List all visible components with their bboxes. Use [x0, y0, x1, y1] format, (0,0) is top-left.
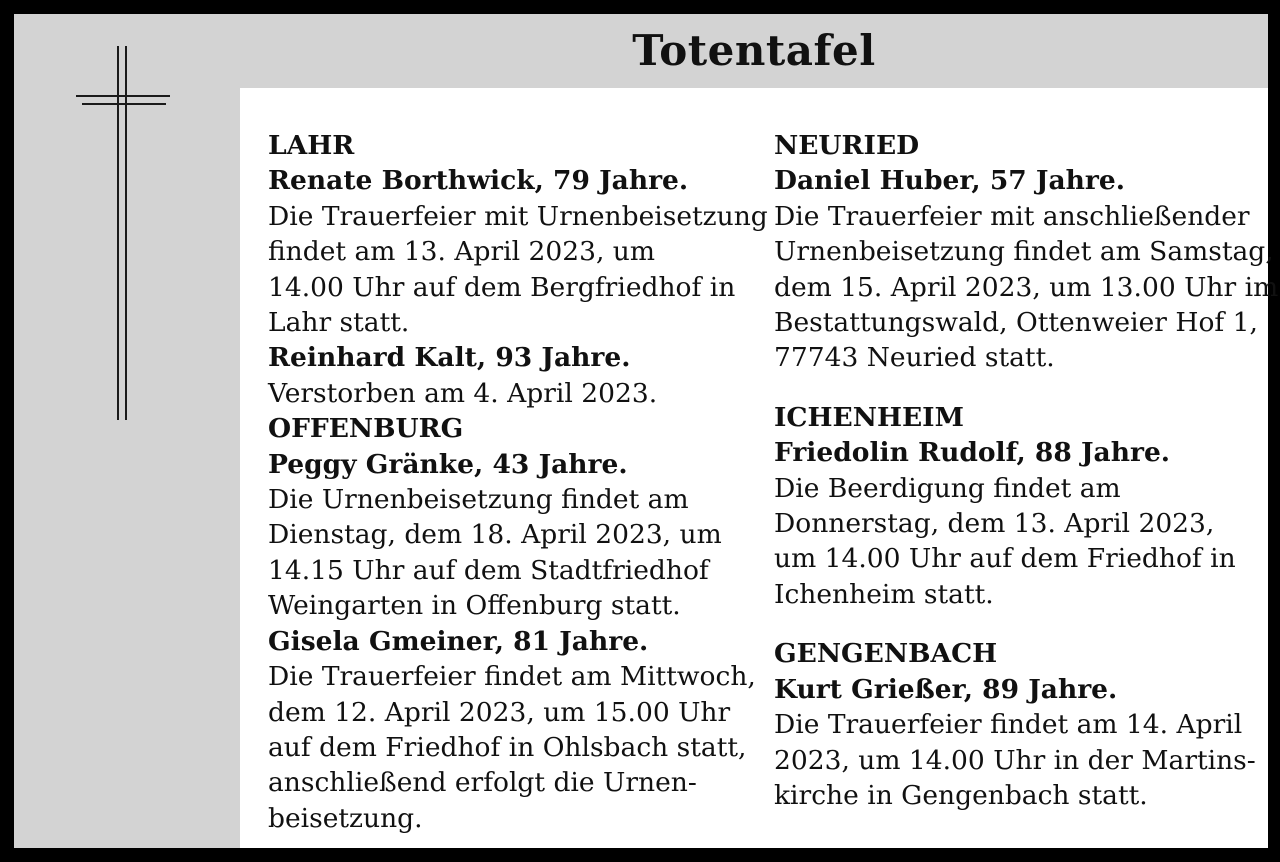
place-heading: NEURIED — [774, 130, 920, 161]
place-heading: LAHR — [268, 130, 355, 161]
notice-text: Lahr statt. — [268, 307, 410, 339]
notice-text: 14.00 Uhr auf dem Bergfriedhof in — [268, 271, 736, 303]
notice-text: auf dem Friedhof in Ohlsbach statt, — [268, 731, 747, 763]
deceased-name: Daniel Huber, 57 Jahre. — [774, 165, 1125, 197]
left-column — [268, 128, 768, 836]
place-heading: GENGENBACH — [774, 638, 998, 670]
notice-text: 14.15 Uhr auf dem Stadtfriedhof — [268, 554, 709, 586]
section-spacer — [774, 612, 1264, 636]
notice-text: dem 12. April 2023, um 15.00 Uhr — [268, 696, 731, 728]
notice-text: Die Trauerfeier mit Urnenbeisetzung — [268, 200, 768, 232]
notice-text: anschließend erfolgt die Urnen- — [268, 767, 697, 799]
deceased-name: Reinhard Kalt, 93 Jahre. — [268, 342, 631, 374]
notice-text: Die Trauerfeier mit anschließender — [774, 200, 1250, 232]
notice-text: Weingarten in Offenburg statt. — [268, 590, 681, 622]
page-title: Totentafel — [632, 26, 876, 75]
notice-text: Verstorben am 4. April 2023. — [268, 377, 658, 409]
place-heading: OFFENBURG — [268, 413, 464, 445]
notice-text: 2023, um 14.00 Uhr in der Martins- — [774, 744, 1256, 776]
obituary-content — [240, 88, 1279, 848]
deceased-name: Renate Borthwick, 79 Jahre. — [268, 165, 689, 197]
deceased-name: Gisela Gmeiner, 81 Jahre. — [268, 625, 649, 657]
deceased-name: Peggy Gränke, 43 Jahre. — [268, 448, 628, 480]
notice-text: Urnenbeisetzung findet am Samstag, — [774, 236, 1274, 268]
notice-text: 77743 Neuried statt. — [774, 342, 1055, 374]
notice-text: Die Beerdigung findet am — [774, 472, 1121, 504]
notice-text: kirche in Gengenbach statt. — [774, 779, 1148, 811]
notice-text: beisetzung. — [268, 802, 423, 834]
place-heading: ICHENHEIM — [774, 401, 964, 433]
notice-text: Die Trauerfeier findet am Mittwoch, — [268, 661, 756, 693]
deceased-name: Kurt Grießer, 89 Jahre. — [774, 673, 1118, 705]
cross-icon — [74, 46, 172, 422]
notice-text: Ichenheim statt. — [774, 578, 994, 610]
obituary-board — [14, 14, 1279, 848]
deceased-name: Friedolin Rudolf, 88 Jahre. — [774, 437, 1171, 469]
notice-text: dem 15. April 2023, um 13.00 Uhr im — [774, 271, 1279, 303]
right-column — [774, 128, 1279, 813]
section-spacer — [774, 376, 1264, 400]
notice-text: Die Trauerfeier findet am 14. April — [774, 709, 1243, 741]
notice-text: um 14.00 Uhr auf dem Friedhof in — [774, 543, 1236, 575]
notice-text: Die Urnenbeisetzung findet am — [268, 484, 689, 516]
notice-text: Donnerstag, dem 13. April 2023, — [774, 508, 1215, 540]
notice-text: findet am 13. April 2023, um — [268, 236, 656, 268]
notice-text: Dienstag, dem 18. April 2023, um — [268, 519, 722, 551]
notice-text: Bestattungswald, Ottenweier Hof 1, — [774, 307, 1258, 339]
